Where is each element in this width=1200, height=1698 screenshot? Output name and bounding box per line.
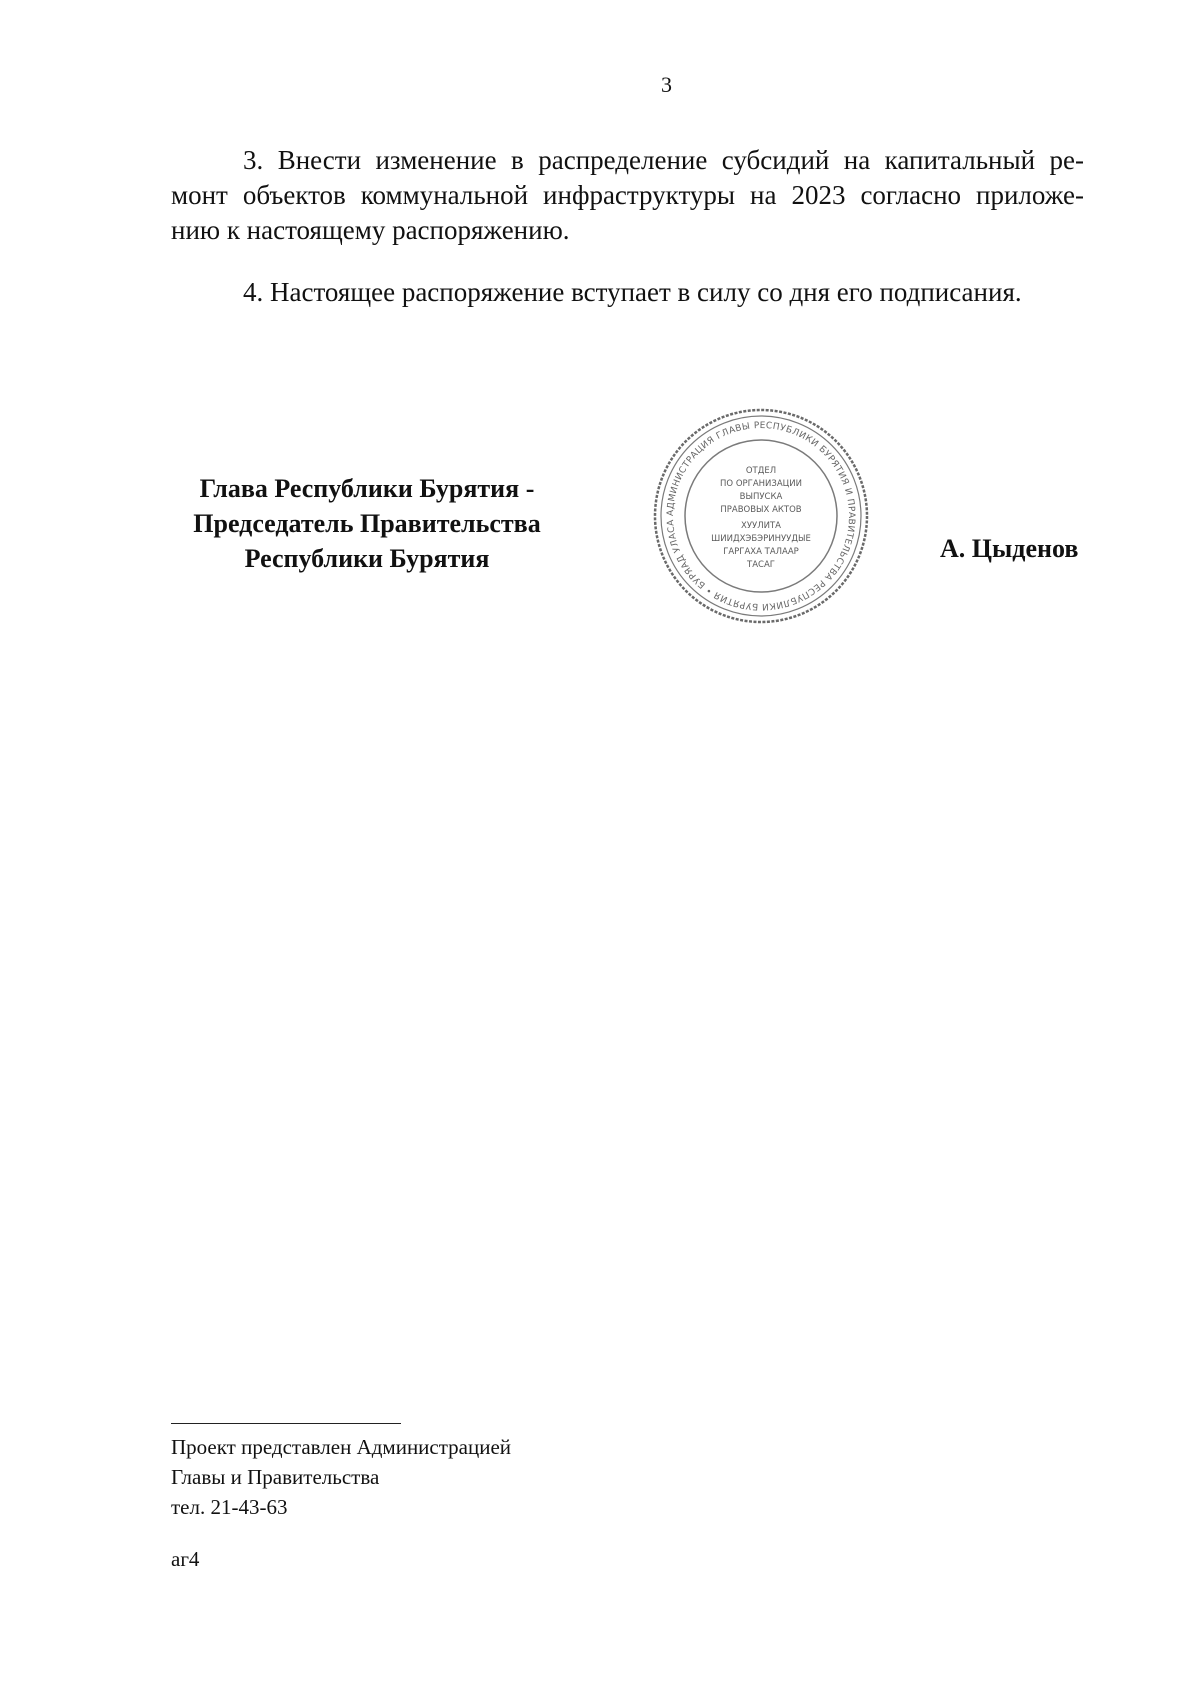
seal-inner-line-8: ТАСАГ xyxy=(747,560,775,570)
document-code: аг4 xyxy=(171,1547,200,1571)
paragraph-item-4-line-1: 4. Настоящее распоряжение вступает в силу со дня его подписания. xyxy=(243,277,1022,307)
paragraph-item-3-line-3: нию к настоящему распоряжению. xyxy=(171,215,570,245)
seal-graphic xyxy=(651,406,871,626)
footnote-divider xyxy=(171,1423,401,1424)
signature-title-line-1: Глава Республики Бурятия - xyxy=(199,474,535,503)
footnote-line-2: Главы и Правительства xyxy=(171,1465,380,1489)
seal-inner-line-4: ПРАВОВЫХ АКТОВ xyxy=(720,505,802,515)
footnote xyxy=(171,1432,511,1522)
paragraph-item-3 xyxy=(171,143,1084,248)
seal-ring-text: АДМИНИСТРАЦИЯ ГЛАВЫ РЕСПУБЛИКИ БУРЯТИЯ И ПРАВИТЕЛЬСТВА РЕСПУБЛИКИ БУРЯТИЯ • БУРЯАД УЛАСА xyxy=(665,420,857,612)
seal-inner-line-3: ВЫПУСКА xyxy=(739,492,783,502)
signature-title-line-3: Республики Бурятия xyxy=(244,544,490,573)
page-number: 3 xyxy=(661,72,672,97)
official-seal xyxy=(651,406,871,626)
paragraph-item-3-line-2: монт объектов коммунальной инфраструктуры на 2023 согласно приложе- xyxy=(171,180,1084,210)
signer-name: А. Цыденов xyxy=(940,534,1079,563)
footnote-phone: тел. 21-43-63 xyxy=(171,1495,288,1519)
paragraph-item-3-line-1: 3. Внести изменение в распределение субсидий на капитальный ре- xyxy=(243,145,1084,175)
seal-inner-line-7: ГАРГАХА ТАЛААР xyxy=(723,547,799,557)
seal-inner-line-1: ОТДЕЛ xyxy=(745,466,777,476)
footnote-line-1: Проект представлен Администрацией xyxy=(171,1435,512,1459)
seal-inner-line-6: ШИИДХЭБЭРИНУУДЫЕ xyxy=(711,534,811,544)
signature-title xyxy=(162,471,572,576)
seal-inner-line-5: ХУУЛИТА xyxy=(741,521,781,531)
signature-title-line-2: Председатель Правительства xyxy=(193,509,541,538)
paragraph-item-4 xyxy=(171,275,1084,310)
seal-inner-line-2: ПО ОРГАНИЗАЦИИ xyxy=(720,479,802,489)
